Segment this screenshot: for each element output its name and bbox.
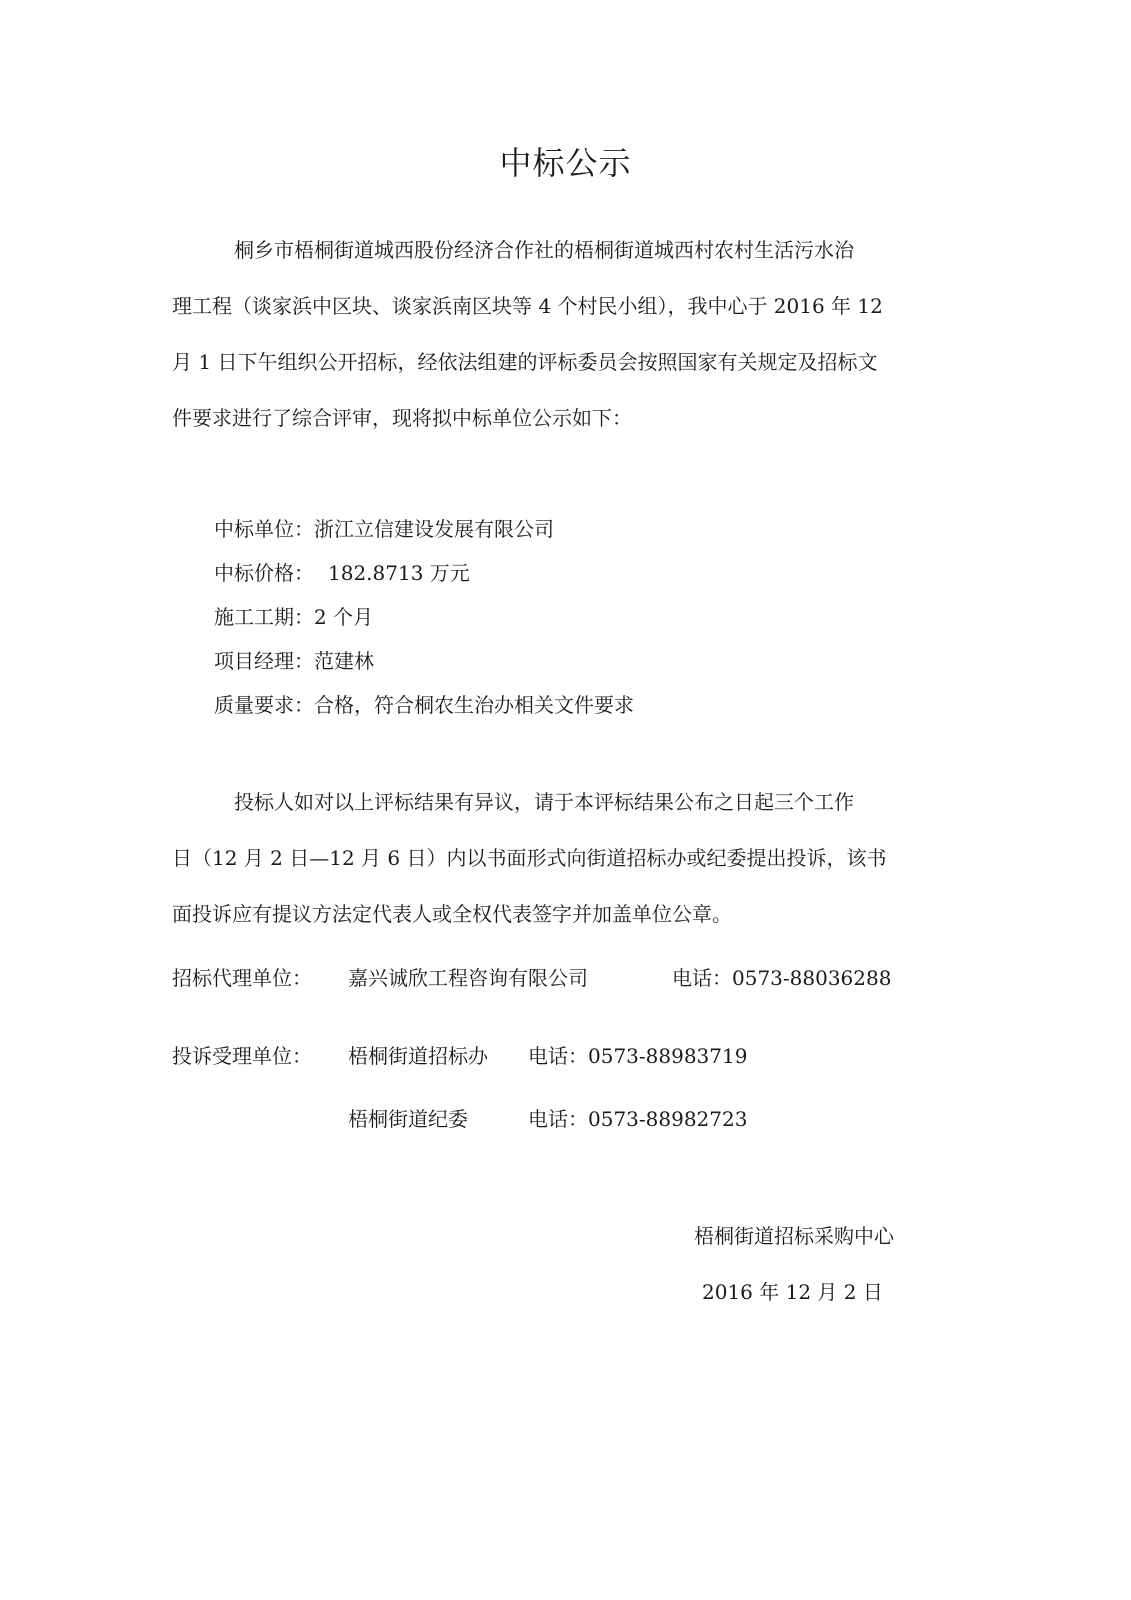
intro-line: 月 1 日下午组织公开招标，经依法组建的评标委员会按照国家有关规定及招标文	[172, 350, 878, 374]
detail-duration	[214, 595, 634, 639]
detail-value: 范建林	[314, 649, 374, 673]
detail-label: 项目经理：	[214, 649, 314, 673]
detail-value: 182.8713 万元	[328, 561, 470, 585]
intro-line: 桐乡市梧桐街道城西股份经济合作社的梧桐街道城西村农村生活污水治	[234, 238, 854, 262]
detail-manager	[214, 639, 634, 683]
page-title: 中标公示	[499, 144, 632, 182]
detail-value: 合格，符合桐农生治办相关文件要求	[314, 693, 634, 717]
intro-paragraph	[172, 222, 962, 446]
award-details	[214, 507, 634, 727]
detail-value: 2 个月	[314, 605, 374, 629]
detail-value: 浙江立信建设发展有限公司	[314, 517, 554, 541]
detail-label: 中标价格：	[214, 561, 314, 585]
complaint-unit-name: 梧桐街道招标办	[348, 1044, 488, 1068]
agent-label: 招标代理单位：	[172, 966, 312, 990]
complaint-contact-2	[348, 1103, 948, 1133]
signature-date: 2016 年 12 月 2 日	[702, 1280, 883, 1304]
objection-line: 投标人如对以上评标结果有异议，请于本评标结果公布之日起三个工作	[234, 790, 854, 814]
intro-line: 理工程（谈家浜中区块、谈家浜南区块等 4 个村民小组），我中心于 2016 年 12	[172, 294, 883, 318]
objection-paragraph	[172, 774, 962, 942]
detail-label: 中标单位：	[214, 517, 314, 541]
complaint-unit-name: 梧桐街道纪委	[348, 1107, 468, 1131]
detail-label: 施工工期：	[214, 605, 314, 629]
agent-phone: 电话：0573-88036288	[672, 966, 892, 990]
complaint-contact-1	[172, 1040, 972, 1070]
detail-quality	[214, 683, 634, 727]
detail-winner	[214, 507, 634, 551]
detail-price	[214, 551, 634, 595]
agent-contact	[172, 962, 972, 992]
signature-org: 梧桐街道招标采购中心	[694, 1224, 894, 1248]
objection-line: 面投诉应有提议方法定代表人或全权代表签字并加盖单位公章。	[172, 902, 732, 926]
complaint-unit-phone: 电话：0573-88983719	[528, 1044, 748, 1068]
complaint-label: 投诉受理单位：	[172, 1044, 312, 1068]
objection-line: 日（12 月 2 日—12 月 6 日）内以书面形式向街道招标办或纪委提出投诉，该书	[172, 846, 887, 870]
complaint-unit-phone: 电话：0573-88982723	[528, 1107, 748, 1131]
agent-name: 嘉兴诚欣工程咨询有限公司	[348, 966, 588, 990]
detail-label: 质量要求：	[214, 693, 314, 717]
intro-line: 件要求进行了综合评审，现将拟中标单位公示如下：	[172, 406, 632, 430]
